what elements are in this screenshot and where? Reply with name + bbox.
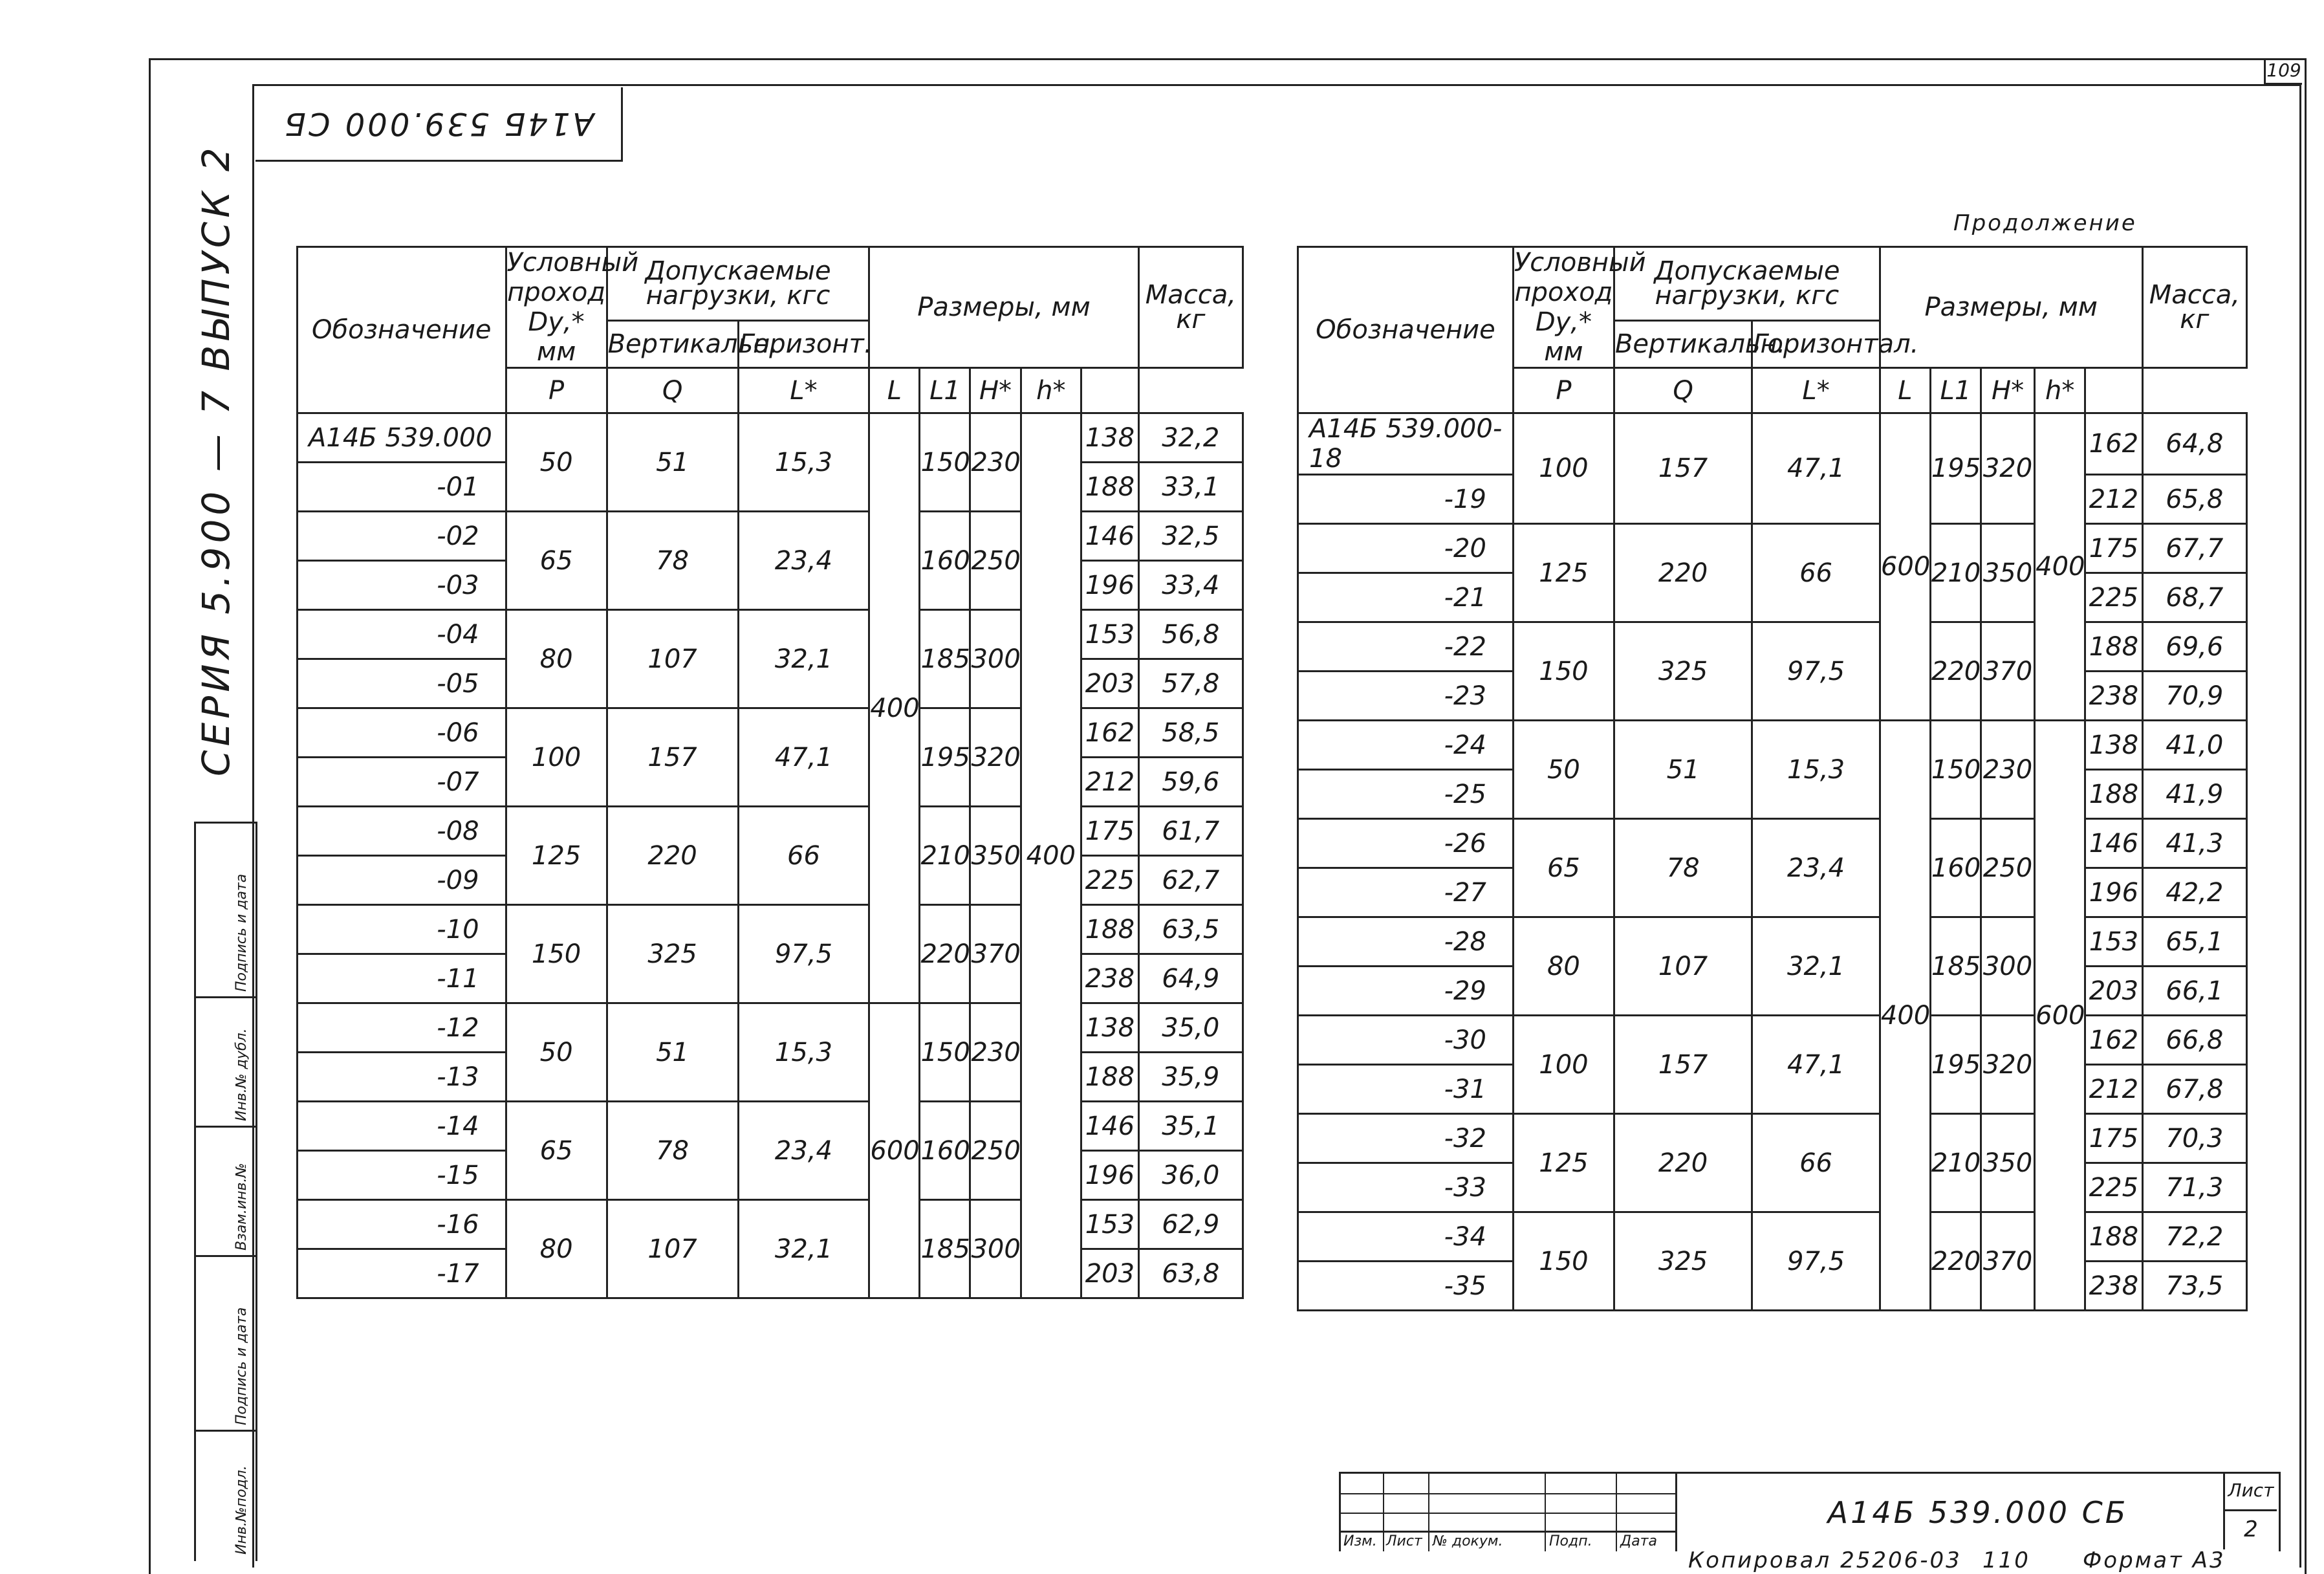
header-l1: L1 bbox=[1930, 368, 1981, 413]
header-sizes: Размеры, мм bbox=[1880, 247, 2142, 368]
mass-cell: 41,3 bbox=[2142, 819, 2246, 868]
header-mass: Масса, кг bbox=[1138, 247, 1243, 368]
header-horizontal: Горизонт. bbox=[738, 320, 869, 367]
header-loads: Допускаемые нагрузки, кгс bbox=[1614, 247, 1880, 321]
p-cell: 220 bbox=[1614, 524, 1752, 622]
l1-cell: 250 bbox=[1981, 819, 2034, 917]
l-cell: 220 bbox=[920, 905, 970, 1003]
col-list: Лист bbox=[1386, 1533, 1422, 1549]
table-row bbox=[298, 807, 1243, 856]
q-cell: 32,1 bbox=[738, 1200, 869, 1298]
header-l: L bbox=[869, 368, 920, 413]
sheet-label: Лист bbox=[2225, 1472, 2277, 1511]
mass-cell: 59,6 bbox=[1138, 758, 1243, 807]
h-cell: 162 bbox=[1081, 708, 1139, 758]
header-nominal: Условный проход Dу,* мм bbox=[506, 248, 639, 367]
designation-cell: -15 bbox=[298, 1151, 506, 1200]
l1-cell: 350 bbox=[1981, 1114, 2034, 1212]
header-lstar: L* bbox=[1752, 368, 1880, 413]
mass-cell: 72,2 bbox=[2142, 1212, 2246, 1262]
header-hstar: H* bbox=[1981, 368, 2034, 413]
l-cell: 210 bbox=[920, 807, 970, 905]
side-stamp-cell: Подпись и дата bbox=[194, 822, 257, 998]
designation-cell: -07 bbox=[298, 758, 506, 807]
header-l1: L1 bbox=[920, 368, 970, 413]
header-l: L bbox=[1880, 368, 1930, 413]
l-cell: 150 bbox=[1930, 721, 1981, 819]
h-cell: 212 bbox=[2085, 475, 2142, 524]
designation-cell: -31 bbox=[1298, 1065, 1514, 1114]
q-cell: 97,5 bbox=[738, 905, 869, 1003]
lstar-cell: 600 bbox=[869, 1003, 920, 1298]
designation-cell: -17 bbox=[298, 1249, 506, 1298]
mass-cell: 69,6 bbox=[2142, 622, 2246, 672]
h-cell: 225 bbox=[1081, 856, 1139, 905]
header-lstar: L* bbox=[738, 368, 869, 413]
table-row bbox=[1298, 1212, 2247, 1262]
designation-cell: -28 bbox=[1298, 917, 1514, 967]
nominal-cell: 125 bbox=[506, 807, 607, 905]
q-cell: 23,4 bbox=[1752, 819, 1880, 917]
nominal-cell: 100 bbox=[1513, 1016, 1614, 1114]
header-nominal: Условный проход Dу,* мм bbox=[1514, 248, 1646, 367]
h-cell: 175 bbox=[1081, 807, 1139, 856]
mass-cell: 68,7 bbox=[2142, 573, 2246, 622]
l-cell: 150 bbox=[920, 413, 970, 512]
p-cell: 325 bbox=[1614, 622, 1752, 721]
header-loads: Допускаемые нагрузки, кгс bbox=[607, 247, 869, 321]
l-cell: 210 bbox=[1930, 1114, 1981, 1212]
h-cell: 153 bbox=[2085, 917, 2142, 967]
mass-cell: 70,9 bbox=[2142, 672, 2246, 721]
q-cell: 66 bbox=[1752, 524, 1880, 622]
nominal-cell: 100 bbox=[1513, 413, 1614, 524]
l1-cell: 230 bbox=[970, 1003, 1021, 1102]
l1-cell: 370 bbox=[1981, 622, 2034, 721]
p-cell: 220 bbox=[607, 807, 738, 905]
h-cell: 162 bbox=[2085, 1016, 2142, 1065]
table-row bbox=[1298, 819, 2247, 868]
h-cell: 138 bbox=[1081, 1003, 1139, 1053]
continuation-label: Продолжение bbox=[1953, 210, 2137, 236]
table-row bbox=[1298, 413, 2247, 475]
designation-cell: -34 bbox=[1298, 1212, 1514, 1262]
nominal-cell: 50 bbox=[506, 1003, 607, 1102]
col-doc: № докум. bbox=[1433, 1533, 1503, 1549]
designation-cell: -14 bbox=[298, 1102, 506, 1151]
h-cell: 196 bbox=[2085, 868, 2142, 917]
h-cell: 238 bbox=[2085, 1262, 2142, 1311]
col-date: Дата bbox=[1620, 1533, 1657, 1549]
l-cell: 160 bbox=[920, 512, 970, 610]
p-cell: 107 bbox=[607, 610, 738, 708]
mass-cell: 66,1 bbox=[2142, 967, 2246, 1016]
mass-cell: 67,7 bbox=[2142, 524, 2246, 573]
q-cell: 47,1 bbox=[738, 708, 869, 807]
mass-cell: 35,9 bbox=[1138, 1053, 1243, 1102]
designation-cell: -16 bbox=[298, 1200, 506, 1249]
l1-cell: 230 bbox=[970, 413, 1021, 512]
q-cell: 47,1 bbox=[1752, 1016, 1880, 1114]
l-cell: 220 bbox=[1930, 622, 1981, 721]
designation-cell: -11 bbox=[298, 954, 506, 1003]
q-cell: 66 bbox=[738, 807, 869, 905]
l1-cell: 300 bbox=[1981, 917, 2034, 1016]
inverted-stamp bbox=[255, 87, 623, 162]
designation-cell: -06 bbox=[298, 708, 506, 758]
h-cell: 175 bbox=[2085, 524, 2142, 573]
series-label: СЕРИЯ 5.900 — 7 ВЫПУСК 2 bbox=[194, 144, 238, 776]
p-cell: 51 bbox=[1614, 721, 1752, 819]
mass-cell: 42,2 bbox=[2142, 868, 2246, 917]
q-cell: 97,5 bbox=[1752, 1212, 1880, 1311]
p-cell: 220 bbox=[1614, 1114, 1752, 1212]
hstar-cell: 600 bbox=[2035, 721, 2085, 1311]
designation-cell: -02 bbox=[298, 512, 506, 561]
table-row bbox=[1298, 622, 2247, 672]
p-cell: 325 bbox=[1614, 1212, 1752, 1311]
designation-cell: А14Б 539.000-18 bbox=[1298, 413, 1514, 475]
lstar-cell: 600 bbox=[1880, 413, 1930, 721]
mass-cell: 62,7 bbox=[1138, 856, 1243, 905]
designation-cell: -35 bbox=[1298, 1262, 1514, 1311]
table-row bbox=[1298, 1114, 2247, 1163]
h-cell: 225 bbox=[2085, 573, 2142, 622]
l1-cell: 350 bbox=[970, 807, 1021, 905]
nominal-cell: 100 bbox=[506, 708, 607, 807]
p-cell: 78 bbox=[607, 1102, 738, 1200]
mass-cell: 67,8 bbox=[2142, 1065, 2246, 1114]
h-cell: 162 bbox=[2085, 413, 2142, 475]
mass-cell: 35,0 bbox=[1138, 1003, 1243, 1053]
mass-cell: 58,5 bbox=[1138, 708, 1243, 758]
q-cell: 15,3 bbox=[738, 1003, 869, 1102]
table-row bbox=[298, 610, 1243, 659]
format-label: Формат А3 bbox=[2083, 1547, 2226, 1573]
p-cell: 107 bbox=[1614, 917, 1752, 1016]
p-cell: 157 bbox=[607, 708, 738, 807]
designation-cell: -20 bbox=[1298, 524, 1514, 573]
q-cell: 32,1 bbox=[738, 610, 869, 708]
footer-number: 110 bbox=[1982, 1547, 2030, 1573]
mass-cell: 32,2 bbox=[1138, 413, 1243, 463]
p-cell: 78 bbox=[1614, 819, 1752, 917]
q-cell: 97,5 bbox=[1752, 622, 1880, 721]
mass-cell: 61,7 bbox=[1138, 807, 1243, 856]
l1-cell: 250 bbox=[970, 1102, 1021, 1200]
header-designation: Обозначение bbox=[298, 247, 506, 413]
mass-cell: 33,1 bbox=[1138, 463, 1243, 512]
header-sizes: Размеры, мм bbox=[869, 247, 1138, 368]
table-row bbox=[298, 1200, 1243, 1249]
title-code: А14Б 539.000 СБ bbox=[1827, 1495, 2129, 1530]
designation-cell: -03 bbox=[298, 561, 506, 610]
table-row bbox=[298, 1003, 1243, 1053]
mass-cell: 63,8 bbox=[1138, 1249, 1243, 1298]
mass-cell: 33,4 bbox=[1138, 561, 1243, 610]
mass-cell: 57,8 bbox=[1138, 659, 1243, 708]
table-row bbox=[298, 512, 1243, 561]
designation-cell: -08 bbox=[298, 807, 506, 856]
h-cell: 203 bbox=[1081, 1249, 1139, 1298]
q-cell: 66 bbox=[1752, 1114, 1880, 1212]
h-cell: 188 bbox=[2085, 622, 2142, 672]
nominal-cell: 50 bbox=[506, 413, 607, 512]
h-cell: 175 bbox=[2085, 1114, 2142, 1163]
q-cell: 32,1 bbox=[1752, 917, 1880, 1016]
designation-cell: -04 bbox=[298, 610, 506, 659]
h-cell: 146 bbox=[2085, 819, 2142, 868]
mass-cell: 32,5 bbox=[1138, 512, 1243, 561]
designation-cell: -19 bbox=[1298, 475, 1514, 524]
header-designation: Обозначение bbox=[1298, 247, 1514, 413]
nominal-cell: 150 bbox=[1513, 1212, 1614, 1311]
nominal-cell: 65 bbox=[1513, 819, 1614, 917]
designation-cell: -27 bbox=[1298, 868, 1514, 917]
hstar-cell: 400 bbox=[2035, 413, 2085, 721]
h-cell: 188 bbox=[1081, 905, 1139, 954]
nominal-cell: 125 bbox=[1513, 524, 1614, 622]
l1-cell: 230 bbox=[1981, 721, 2034, 819]
side-stamp-cell: Подпись и дата bbox=[194, 1255, 257, 1432]
mass-cell: 73,5 bbox=[2142, 1262, 2246, 1311]
l1-cell: 370 bbox=[970, 905, 1021, 1003]
p-cell: 107 bbox=[607, 1200, 738, 1298]
stamp-code: А14Б 539.000 СБ bbox=[282, 105, 594, 142]
mass-cell: 36,0 bbox=[1138, 1151, 1243, 1200]
header-q: Q bbox=[607, 368, 738, 413]
designation-cell: А14Б 539.000 bbox=[298, 413, 506, 463]
p-cell: 51 bbox=[607, 413, 738, 512]
lstar-cell: 400 bbox=[869, 413, 920, 1003]
h-cell: 212 bbox=[2085, 1065, 2142, 1114]
h-cell: 212 bbox=[1081, 758, 1139, 807]
p-cell: 78 bbox=[607, 512, 738, 610]
h-cell: 188 bbox=[2085, 1212, 2142, 1262]
l1-cell: 320 bbox=[970, 708, 1021, 807]
header-p: P bbox=[1513, 368, 1614, 413]
h-cell: 146 bbox=[1081, 512, 1139, 561]
hstar-cell: 400 bbox=[1021, 413, 1081, 1298]
designation-cell: -29 bbox=[1298, 967, 1514, 1016]
l1-cell: 300 bbox=[970, 1200, 1021, 1298]
l-cell: 160 bbox=[1930, 819, 1981, 917]
mass-cell: 66,8 bbox=[2142, 1016, 2246, 1065]
table-row bbox=[1298, 1016, 2247, 1065]
side-stamp-cell: Взам.инв.№ bbox=[194, 1126, 257, 1257]
mass-cell: 41,9 bbox=[2142, 770, 2246, 819]
col-sign: Подп. bbox=[1549, 1533, 1592, 1549]
mass-cell: 70,3 bbox=[2142, 1114, 2246, 1163]
left-spec-table bbox=[296, 246, 1244, 1299]
lstar-cell: 400 bbox=[1880, 721, 1930, 1311]
mass-cell: 56,8 bbox=[1138, 610, 1243, 659]
l-cell: 160 bbox=[920, 1102, 970, 1200]
h-cell: 188 bbox=[1081, 1053, 1139, 1102]
q-cell: 15,3 bbox=[738, 413, 869, 512]
l-cell: 185 bbox=[1930, 917, 1981, 1016]
header-h: h* bbox=[2035, 368, 2085, 413]
h-cell: 146 bbox=[1081, 1102, 1139, 1151]
p-cell: 157 bbox=[1614, 1016, 1752, 1114]
nominal-cell: 80 bbox=[1513, 917, 1614, 1016]
designation-cell: -32 bbox=[1298, 1114, 1514, 1163]
header-mass-unit bbox=[2085, 368, 2142, 413]
h-cell: 188 bbox=[2085, 770, 2142, 819]
h-cell: 138 bbox=[1081, 413, 1139, 463]
designation-cell: -25 bbox=[1298, 770, 1514, 819]
l-cell: 195 bbox=[1930, 413, 1981, 524]
table-row bbox=[1298, 721, 2247, 770]
nominal-cell: 80 bbox=[506, 610, 607, 708]
page-number: 109 bbox=[2264, 58, 2302, 85]
h-cell: 203 bbox=[1081, 659, 1139, 708]
table-row bbox=[1298, 524, 2247, 573]
designation-cell: -23 bbox=[1298, 672, 1514, 721]
mass-cell: 41,0 bbox=[2142, 721, 2246, 770]
designation-cell: -24 bbox=[1298, 721, 1514, 770]
right-spec-table bbox=[1297, 246, 2248, 1311]
q-cell: 47,1 bbox=[1752, 413, 1880, 524]
h-cell: 238 bbox=[1081, 954, 1139, 1003]
l1-cell: 320 bbox=[1981, 413, 2034, 524]
p-cell: 51 bbox=[607, 1003, 738, 1102]
nominal-cell: 150 bbox=[1513, 622, 1614, 721]
l1-cell: 350 bbox=[1981, 524, 2034, 622]
designation-cell: -13 bbox=[298, 1053, 506, 1102]
l1-cell: 320 bbox=[1981, 1016, 2034, 1114]
mass-cell: 65,1 bbox=[2142, 917, 2246, 967]
title-code-cell bbox=[1675, 1472, 2281, 1551]
nominal-cell: 80 bbox=[506, 1200, 607, 1298]
l-cell: 195 bbox=[1930, 1016, 1981, 1114]
mass-cell: 64,8 bbox=[2142, 413, 2246, 475]
header-mass: Масса, кг bbox=[2142, 247, 2246, 368]
header-h: h* bbox=[1021, 368, 1081, 413]
table-row bbox=[298, 413, 1243, 463]
h-cell: 238 bbox=[2085, 672, 2142, 721]
h-cell: 153 bbox=[1081, 1200, 1139, 1249]
designation-cell: -30 bbox=[1298, 1016, 1514, 1065]
p-cell: 325 bbox=[607, 905, 738, 1003]
mass-cell: 35,1 bbox=[1138, 1102, 1243, 1151]
h-cell: 196 bbox=[1081, 561, 1139, 610]
h-cell: 203 bbox=[2085, 967, 2142, 1016]
header-vertical: Вертикальн. bbox=[607, 320, 738, 367]
table-row bbox=[298, 708, 1243, 758]
designation-cell: -26 bbox=[1298, 819, 1514, 868]
nominal-cell: 65 bbox=[506, 1102, 607, 1200]
l1-cell: 370 bbox=[1981, 1212, 2034, 1311]
header-hstar: H* bbox=[970, 368, 1021, 413]
title-block bbox=[1339, 1472, 2277, 1549]
designation-cell: -01 bbox=[298, 463, 506, 512]
h-cell: 196 bbox=[1081, 1151, 1139, 1200]
l1-cell: 300 bbox=[970, 610, 1021, 708]
side-stamp-column bbox=[194, 822, 254, 1559]
designation-cell: -05 bbox=[298, 659, 506, 708]
designation-cell: -09 bbox=[298, 856, 506, 905]
mass-cell: 63,5 bbox=[1138, 905, 1243, 954]
header-horizontal: Горизонтал. bbox=[1752, 320, 1880, 367]
mass-cell: 64,9 bbox=[1138, 954, 1243, 1003]
table-row bbox=[298, 1102, 1243, 1151]
l-cell: 185 bbox=[920, 610, 970, 708]
sheet-box bbox=[2223, 1472, 2277, 1549]
l-cell: 195 bbox=[920, 708, 970, 807]
p-cell: 157 bbox=[1614, 413, 1752, 524]
h-cell: 138 bbox=[2085, 721, 2142, 770]
header-q: Q bbox=[1614, 368, 1752, 413]
col-izm: Изм. bbox=[1343, 1533, 1377, 1549]
nominal-cell: 65 bbox=[506, 512, 607, 610]
q-cell: 23,4 bbox=[738, 1102, 869, 1200]
nominal-cell: 125 bbox=[1513, 1114, 1614, 1212]
designation-cell: -33 bbox=[1298, 1163, 1514, 1212]
side-stamp-cell: Инв.№подл. bbox=[194, 1430, 257, 1561]
sheet-number: 2 bbox=[2244, 1516, 2258, 1542]
nominal-cell: 50 bbox=[1513, 721, 1614, 819]
designation-cell: -10 bbox=[298, 905, 506, 954]
table-row bbox=[298, 905, 1243, 954]
copied-by: Копировал 25206-03 bbox=[1688, 1547, 1962, 1573]
l-cell: 220 bbox=[1930, 1212, 1981, 1311]
l1-cell: 250 bbox=[970, 512, 1021, 610]
title-block-grid bbox=[1339, 1472, 1677, 1551]
l-cell: 210 bbox=[1930, 524, 1981, 622]
q-cell: 15,3 bbox=[1752, 721, 1880, 819]
designation-cell: -22 bbox=[1298, 622, 1514, 672]
q-cell: 23,4 bbox=[738, 512, 869, 610]
mass-cell: 71,3 bbox=[2142, 1163, 2246, 1212]
mass-cell: 65,8 bbox=[2142, 475, 2246, 524]
l-cell: 150 bbox=[920, 1003, 970, 1102]
h-cell: 225 bbox=[2085, 1163, 2142, 1212]
header-vertical: Вертикальн. bbox=[1614, 320, 1752, 367]
l-cell: 185 bbox=[920, 1200, 970, 1298]
header-p: P bbox=[506, 368, 607, 413]
h-cell: 188 bbox=[1081, 463, 1139, 512]
header-mass-unit bbox=[1081, 368, 1139, 413]
designation-cell: -21 bbox=[1298, 573, 1514, 622]
h-cell: 153 bbox=[1081, 610, 1139, 659]
mass-cell: 62,9 bbox=[1138, 1200, 1243, 1249]
designation-cell: -12 bbox=[298, 1003, 506, 1053]
table-row bbox=[1298, 917, 2247, 967]
nominal-cell: 150 bbox=[506, 905, 607, 1003]
side-stamp-cell: Инв.№ дубл. bbox=[194, 996, 257, 1128]
